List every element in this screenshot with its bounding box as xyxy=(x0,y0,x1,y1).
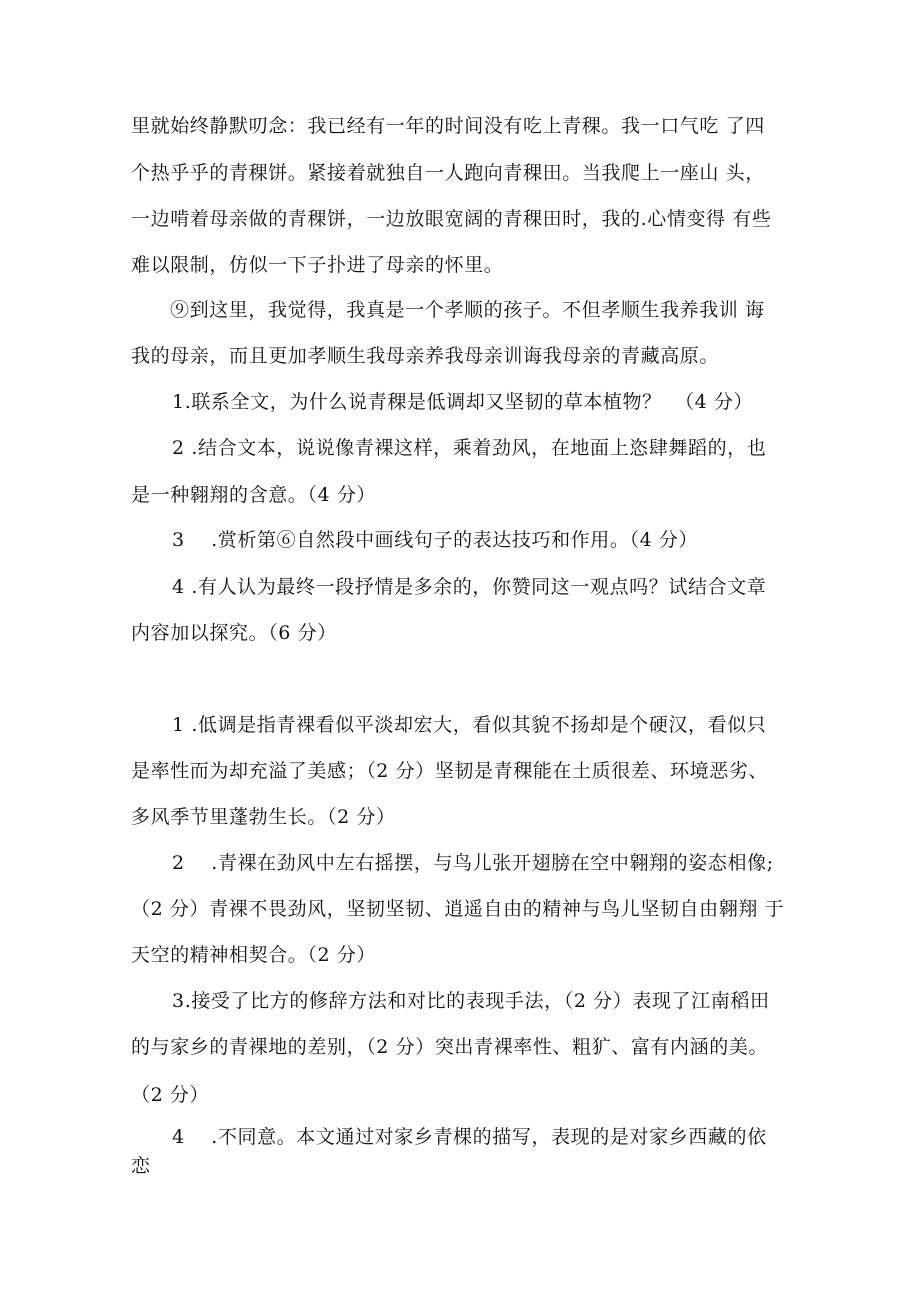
text-line: 里就始终静默叨念：我已经有一年的时间没有吃上青稞。我一口气吃 了四 xyxy=(131,115,765,137)
text-line: 天空的精神相契合。（2 分） xyxy=(131,944,377,966)
text-line: 难以限制，仿似一下子扑进了母亲的怀里。 xyxy=(131,254,504,276)
text-line: 是一种翱翔的含意。（4 分） xyxy=(131,484,377,506)
text-line: 我的母亲，而且更加孝顺生我母亲养我母亲训诲我母亲的青藏高原。 xyxy=(131,345,720,367)
question-1: 1.联系全文，为什么说青稞是低调却又坚韧的草本植物？ （4 分） xyxy=(172,391,754,413)
question-2: 2 .结合文本，说说像青裸这样，乘着劲风，在地面上恣肆舞蹈的，也 xyxy=(172,437,767,459)
text-line: 的与家乡的青裸地的差别，（2 分）突出青裸率性、粗犷、富有内涵的美。 xyxy=(131,1036,769,1058)
text-line: （2 分） xyxy=(131,1084,210,1106)
answer-4: 4 .不同意。本文通过对家乡青棵的描写，表现的是对家乡西藏的依 xyxy=(172,1126,767,1148)
answer-3: 3.接受了比方的修辞方法和对比的表现手法，（2 分）表现了江南稻田 xyxy=(172,990,770,1012)
text-line: 内容加以探究。（6 分） xyxy=(131,622,337,644)
text-line: 恋 xyxy=(131,1155,151,1177)
question-4: 4 .有人认为最终一段抒情是多余的，你赞同这一观点吗？试结合文章 xyxy=(172,576,767,598)
text-line: 多风季节里蓬勃生长。（2 分） xyxy=(131,806,396,828)
question-3: 3 .赏析第⑥自然段中画线句子的表达技巧和作用。（4 分） xyxy=(172,529,699,551)
answer-1: 1 .低调是指青裸看似平淡却宏大，看似其貌不扬却是个硬汉，看似只 xyxy=(172,714,767,736)
text-line: ⑨到这里，我觉得，我真是一个孝顺的孩子。不但孝顺生我养我训 诲 xyxy=(170,299,765,321)
answer-2: 2 .青裸在劲风中左右摇摆，与鸟儿张开翅膀在空中翱翔的姿态相像; xyxy=(172,852,774,874)
text-line: 是率性而为却充溢了美感；（2 分）坚韧是青稞能在土质很差、环境恶劣、 xyxy=(131,760,769,782)
text-line: 一边啃着母亲做的青稞饼，一边放眼宽阔的青稞田时，我的.心情变得 有些 xyxy=(131,208,772,230)
text-line: 个热乎乎的青稞饼。紧接着就独自一人跑向青稞田。当我爬上一座山 头， xyxy=(131,162,765,184)
text-line: （2 分）青裸不畏劲风，坚韧坚韧、逍遥自由的精神与鸟儿坚韧自由翱翔 于 xyxy=(131,898,785,920)
